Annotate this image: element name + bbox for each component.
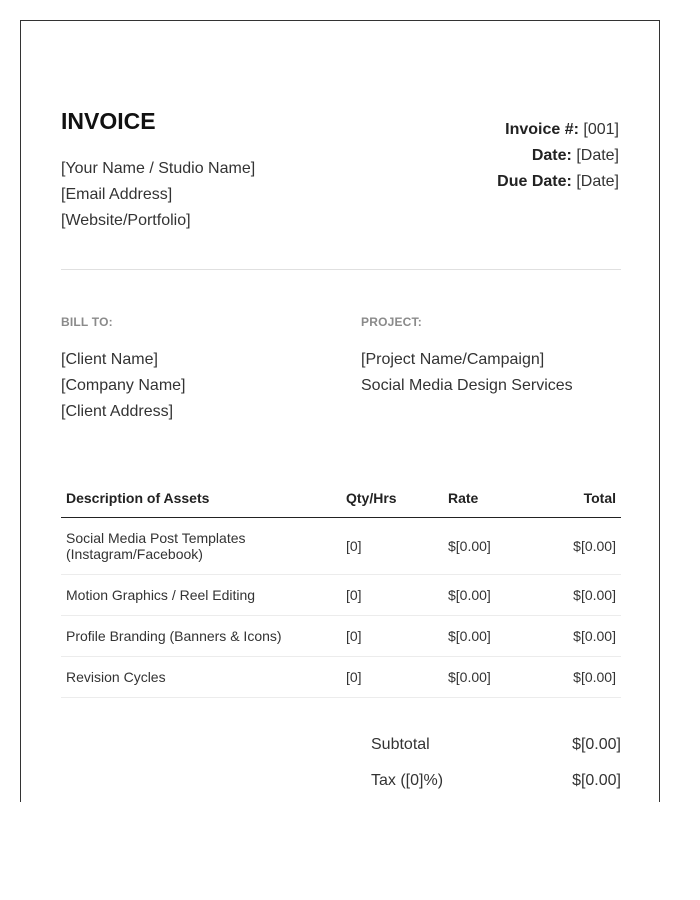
line-items-table — [61, 479, 621, 698]
item-total: $[0.00] — [563, 575, 621, 616]
company-name: [Company Name] — [61, 377, 186, 394]
column-header-description: Description of Assets — [61, 479, 341, 518]
project-description: Social Media Design Services — [361, 377, 573, 394]
due-date-value: [Date] — [576, 173, 619, 190]
subtotal-label: Subtotal — [371, 736, 430, 753]
column-header-rate: Rate — [443, 479, 563, 518]
project-name: [Project Name/Campaign] — [361, 351, 545, 368]
table-row — [61, 518, 621, 575]
invoice-number-line — [497, 117, 619, 143]
item-qty: [0] — [341, 575, 443, 616]
table-row — [61, 616, 621, 657]
invoice-date-label: Date: — [531, 147, 572, 164]
due-date-label: Due Date: — [497, 173, 572, 190]
sender-email: [Email Address] — [61, 186, 173, 203]
tax-value: $[0.00] — [572, 772, 621, 789]
item-qty: [0] — [341, 616, 443, 657]
invoice-date-value: [Date] — [576, 147, 619, 164]
sender-website: [Website/Portfolio] — [61, 212, 191, 229]
invoice-date-line — [497, 143, 619, 169]
bill-to-label: BILL TO: — [61, 315, 113, 329]
header-divider — [61, 269, 621, 270]
project-block — [361, 347, 573, 399]
invoice-number-value: [001] — [583, 121, 619, 138]
table-row — [61, 575, 621, 616]
item-qty: [0] — [341, 518, 443, 575]
sender-info — [61, 156, 255, 234]
item-description-line: Social Media Post Templates — [66, 530, 246, 546]
subtotal-value: $[0.00] — [572, 736, 621, 753]
subtotal-row — [371, 729, 621, 765]
table-header-row — [61, 479, 621, 518]
item-rate: $[0.00] — [443, 657, 563, 698]
invoice-page — [20, 20, 660, 802]
item-description-line: (Instagram/Facebook) — [66, 546, 203, 562]
tax-row — [371, 765, 621, 801]
sender-name: [Your Name / Studio Name] — [61, 160, 256, 177]
column-header-total: Total — [563, 479, 621, 518]
item-qty: [0] — [341, 657, 443, 698]
totals-block — [371, 729, 621, 801]
item-description: Profile Branding (Banners & Icons) — [61, 616, 341, 657]
item-total: $[0.00] — [563, 657, 621, 698]
invoice-number-label: Invoice #: — [505, 121, 579, 138]
table-row — [61, 657, 621, 698]
invoice-title: INVOICE — [61, 108, 156, 134]
item-description: Revision Cycles — [61, 657, 341, 698]
invoice-meta — [497, 117, 619, 195]
column-header-qty: Qty/Hrs — [341, 479, 443, 518]
item-rate: $[0.00] — [443, 518, 563, 575]
item-total: $[0.00] — [563, 518, 621, 575]
item-rate: $[0.00] — [443, 616, 563, 657]
item-total: $[0.00] — [563, 616, 621, 657]
tax-label: Tax ([0]%) — [371, 772, 444, 789]
client-address: [Client Address] — [61, 403, 174, 420]
project-label: PROJECT: — [361, 315, 422, 329]
item-rate: $[0.00] — [443, 575, 563, 616]
bill-to-block — [61, 347, 186, 425]
client-name: [Client Name] — [61, 351, 158, 368]
item-description: Motion Graphics / Reel Editing — [61, 575, 341, 616]
item-description — [61, 518, 341, 575]
due-date-line — [497, 169, 619, 195]
